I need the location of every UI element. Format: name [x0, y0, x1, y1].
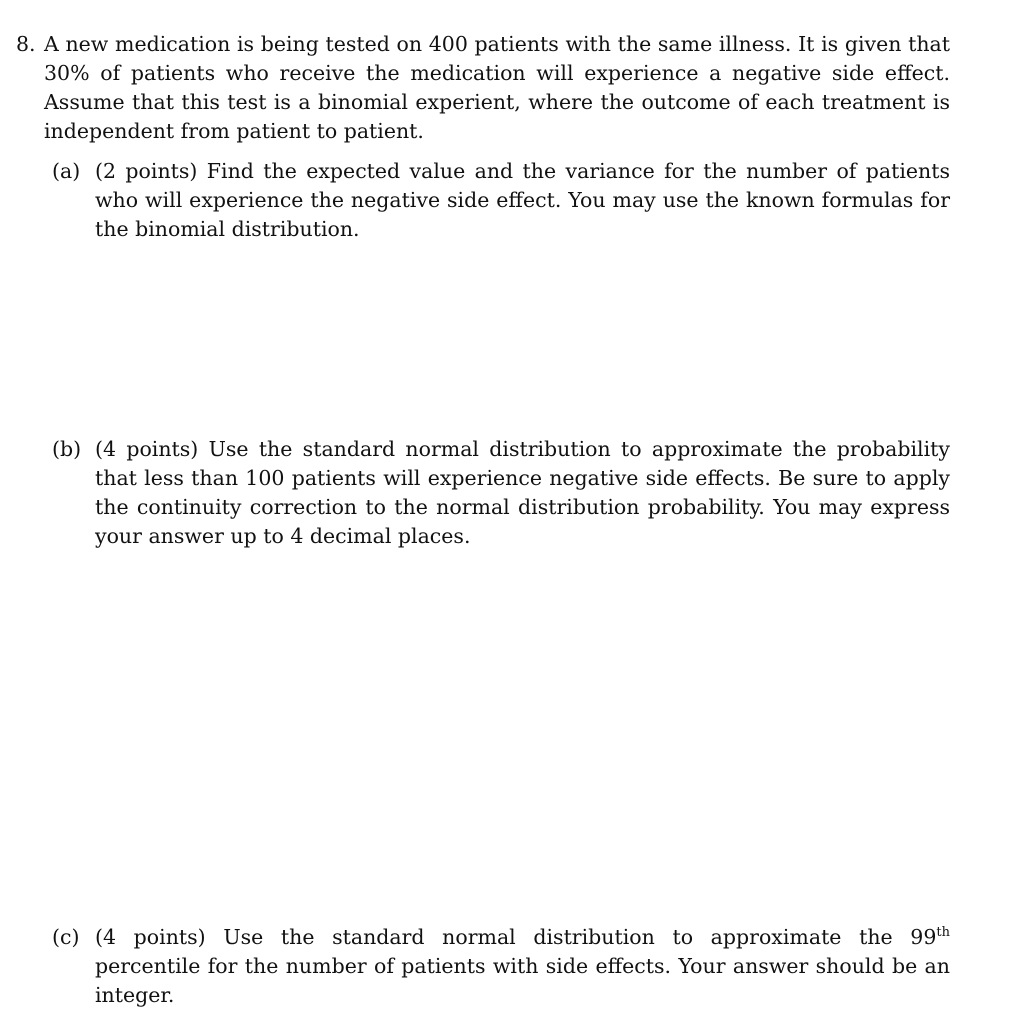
part-c-text-before: Use the standard normal distribution to approximate the 99	[223, 925, 937, 949]
question-number: 8.	[16, 32, 36, 56]
part-b-body	[95, 435, 950, 551]
part-b	[52, 435, 950, 551]
part-c-text-after: percentile for the number of patients with side effects. Your answer should be an integer.	[95, 954, 950, 1007]
part-a-text: Find the expected value and the variance for the number of patients who will experience the negative side effect. You may use the known formulas for the binomial distribution.	[95, 159, 950, 241]
part-a-points: (2 points)	[95, 159, 198, 183]
part-a-label: (a)	[52, 159, 81, 183]
part-a	[52, 157, 950, 244]
part-c-body	[95, 923, 950, 1010]
part-b-text: Use the standard normal distribution to approximate the probability that less than 100 patients will experience negative side effects. Be sure to apply the continuity correction to the normal distribution probability. You may express your answer up to 4 decimal places.	[95, 437, 950, 548]
part-c	[52, 923, 950, 1010]
part-c-superscript: th	[936, 925, 950, 940]
part-b-label: (b)	[52, 437, 82, 461]
question-stem	[16, 30, 950, 146]
part-a-body	[95, 157, 950, 244]
part-b-points: (4 points)	[95, 437, 199, 461]
part-c-points: (4 points)	[95, 925, 206, 949]
part-c-label: (c)	[52, 925, 80, 949]
question-text: A new medication is being tested on 400 patients with the same illness. It is given that 30% of patients who receive the medication will experience a negative side effect. Assume that this test is a binomial experient, where the outcome of each treatment is independent from patient to patient.	[44, 32, 950, 143]
